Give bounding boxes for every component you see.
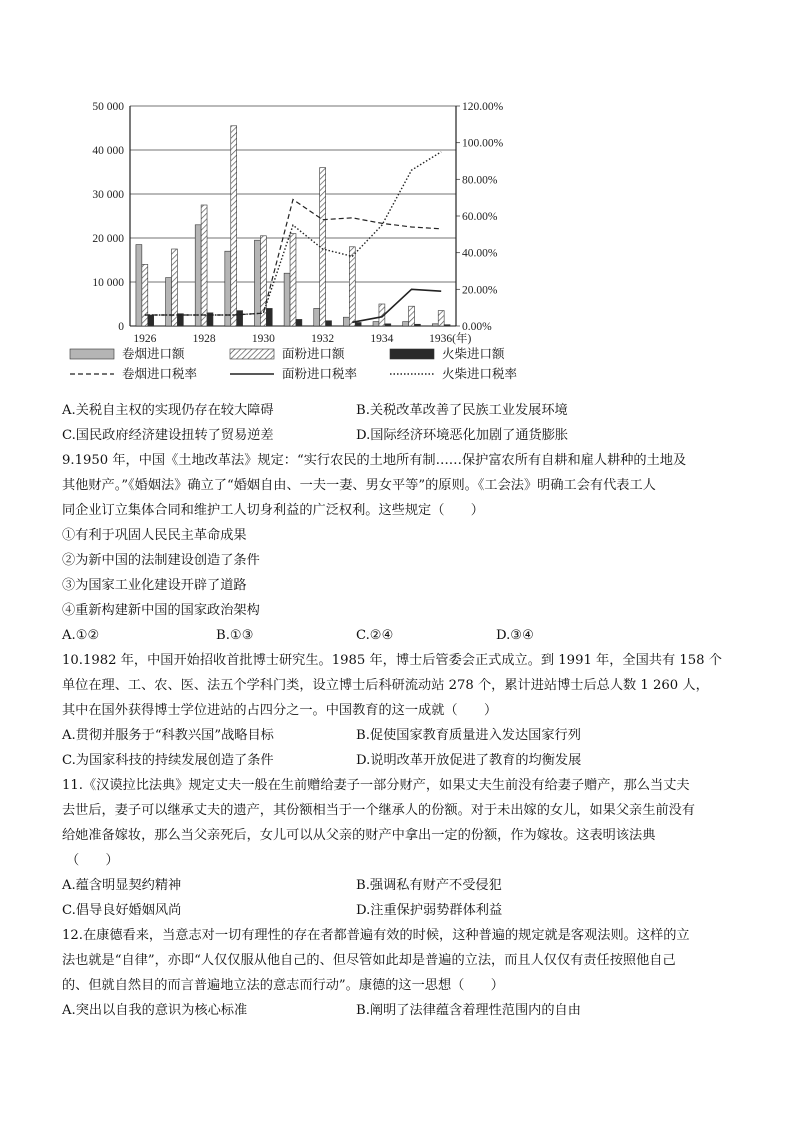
q12-stem-line2: 法也就是“自律”，亦即“人仅仅服从他自己的、但尽管如此却是普遍的立法，而且人仅仅有责任按照他自己 [62, 953, 676, 968]
q8-option-d: D.国际经济环境恶化加剧了通货膨胀 [356, 428, 569, 443]
bar-match [237, 311, 243, 326]
legend-swatch [230, 349, 274, 359]
x-tick-label: 1926 [133, 333, 157, 345]
left-tick-label: 40 000 [92, 145, 124, 157]
chart-axes [92, 101, 503, 345]
bar-match [385, 324, 391, 326]
q12-option-a: A.突出以自我的意识为核心标准 [62, 1003, 248, 1018]
q9-item-1: ①有利于巩固人民民主革命成果 [62, 528, 247, 543]
bar-cigarette [373, 322, 379, 326]
q9-stem-line1: 9.1950 年，中国《土地改革法》规定：“实行农民的土地所有制……保护富农所有自耕和雇人耕种的土地及 [62, 453, 687, 468]
q11-option-b: B.强调私有财产不受侵犯 [356, 878, 502, 893]
q11-stem-line2: 去世后，妻子可以继承丈夫的遗产，其份额相当于一个继承人的份额。对于未出嫁的女儿，如果父亲生前没有 [62, 803, 695, 818]
q10-option-c: C.为国家科技的持续发展创造了条件 [62, 753, 274, 768]
q11-stem-line1: 11.《汉谟拉比法典》规定丈夫一般在生前赠给妻子一部分财产，如果丈夫生前没有给妻子赠产，那么当丈夫 [62, 778, 690, 793]
bar-match [355, 322, 361, 326]
x-tick-label: 1930 [251, 333, 275, 345]
q8-option-c: C.国民政府经济建设扭转了贸易逆差 [62, 428, 274, 443]
x-tick-label: 1928 [192, 333, 216, 345]
bar-cigarette [284, 273, 290, 326]
bar-cigarette [403, 322, 409, 326]
q9-option-d: D.③④ [496, 628, 534, 643]
q9-item-2: ②为新中国的法制建设创造了条件 [62, 553, 260, 568]
q11-option-c: C.倡导良好婚姻风尚 [62, 903, 182, 918]
q9-stem-line2: 其他财产。”《婚姻法》确立了“婚姻自由、一夫一妻、男女平等”的原则。《工会法》明确工会有代表工人 [62, 478, 656, 493]
bar-cigarette [432, 324, 438, 326]
bar-match [326, 321, 332, 326]
bar-cigarette [136, 245, 142, 326]
q10-stem-line2: 单位在理、工、农、医、法五个学科门类，设立博士后科研流动站 278 个，累计进站博士后总人数 1 260 人， [62, 678, 709, 693]
right-tick-label: 100.00% [462, 137, 504, 150]
q10-option-a: A.贯彻并服务于“科教兴国”战略目标 [62, 728, 274, 743]
bar-flour [438, 311, 444, 326]
q12-option-b: B.阐明了法律蕴含着理性范围内的自由 [356, 1003, 581, 1018]
q11-stem-line4: （ ） [66, 853, 119, 868]
right-tick-label: 60.00% [462, 211, 498, 223]
bar-match [148, 315, 154, 326]
left-tick-label: 50 000 [92, 101, 124, 113]
right-tick-label: 0.00% [462, 321, 492, 333]
bar-match [444, 325, 450, 326]
legend-swatch [390, 349, 434, 359]
q11-option-d: D.注重保护弱势群体利益 [356, 903, 503, 918]
bar-match [266, 308, 272, 326]
legend-label: 卷烟进口税率 [122, 367, 198, 381]
q8-option-b: B.关税改革改善了民族工业发展环境 [356, 403, 568, 418]
import-chart [60, 88, 530, 388]
legend-label: 火柴进口税率 [442, 367, 518, 381]
bar-flour [290, 234, 296, 326]
left-tick-label: 10 000 [92, 277, 124, 289]
q10-option-b: B.促使国家教育质量进入发达国家行列 [356, 728, 581, 743]
bar-cigarette [166, 278, 172, 326]
q9-stem-line3: 同企业订立集体合同和维护工人切身利益的广泛权利。这些规定（ ） [62, 503, 484, 518]
right-tick-label: 20.00% [462, 284, 498, 297]
bar-flour [142, 264, 148, 326]
bar-cigarette [314, 308, 320, 326]
x-tick-label: 1936(年) [429, 333, 472, 345]
legend-swatch [70, 349, 114, 359]
left-tick-label: 30 000 [92, 189, 124, 201]
q12-stem-line1: 12.在康德看来，当意志对一切有理性的存在者都普遍有效的时候，这种普遍的规定就是客观法则。这样的立 [62, 928, 690, 943]
q10-stem-line3: 其中在国外获得博士学位进站的占四分之一。中国教育的这一成就（ ） [62, 703, 498, 718]
bar-flour [409, 306, 415, 326]
q10-stem-line1: 10.1982 年，中国开始招收首批博士研究生。1985 年，博士后管委会正式成立。到 1991 年，全国共有 158 个 [62, 653, 722, 668]
legend-label: 面粉进口额 [282, 347, 345, 361]
q9-option-b: B.①③ [216, 628, 254, 643]
bar-match [296, 319, 302, 326]
legend-label: 面粉进口税率 [282, 367, 358, 381]
right-tick-label: 40.00% [462, 247, 498, 260]
x-tick-label: 1934 [370, 333, 394, 345]
q11-stem-line3: 给她准备嫁妆，那么当父亲死后，女儿可以从父亲的财产中拿出一定的份额，作为嫁妆。这表明该法典 [62, 828, 656, 843]
q9-item-4: ④重新构建新中国的国家政治架构 [62, 603, 260, 618]
q9-option-c: C.②④ [356, 628, 394, 643]
legend-label: 卷烟进口额 [122, 347, 185, 361]
q12-stem-line3: 的、但就自然目的而言普遍地立法的意志而行动”。康德的这一思想（ ） [62, 978, 504, 993]
rate-line-flour [352, 289, 441, 322]
right-tick-label: 80.00% [462, 174, 498, 187]
q9-item-3: ③为国家工业化建设开辟了道路 [62, 578, 247, 593]
right-tick-label: 120.00% [462, 101, 504, 113]
left-tick-label: 20 000 [92, 233, 124, 245]
bar-flour [231, 126, 237, 326]
left-tick-label: 0 [118, 321, 124, 333]
chart-legend [70, 346, 518, 381]
q9-option-a: A.①② [62, 628, 100, 643]
q11-option-a: A.蕴含明显契约精神 [62, 878, 182, 893]
x-tick-label: 1932 [311, 333, 335, 345]
q8-option-a: A.关税自主权的实现仍存在较大障碍 [62, 403, 274, 418]
bar-cigarette [195, 225, 201, 326]
bar-flour [201, 205, 207, 326]
legend-label: 火柴进口额 [442, 347, 505, 361]
bar-match [415, 324, 421, 326]
q10-option-d: D.说明改革开放促进了教育的均衡发展 [356, 753, 582, 768]
bar-cigarette [343, 317, 349, 326]
bar-flour [349, 247, 355, 326]
